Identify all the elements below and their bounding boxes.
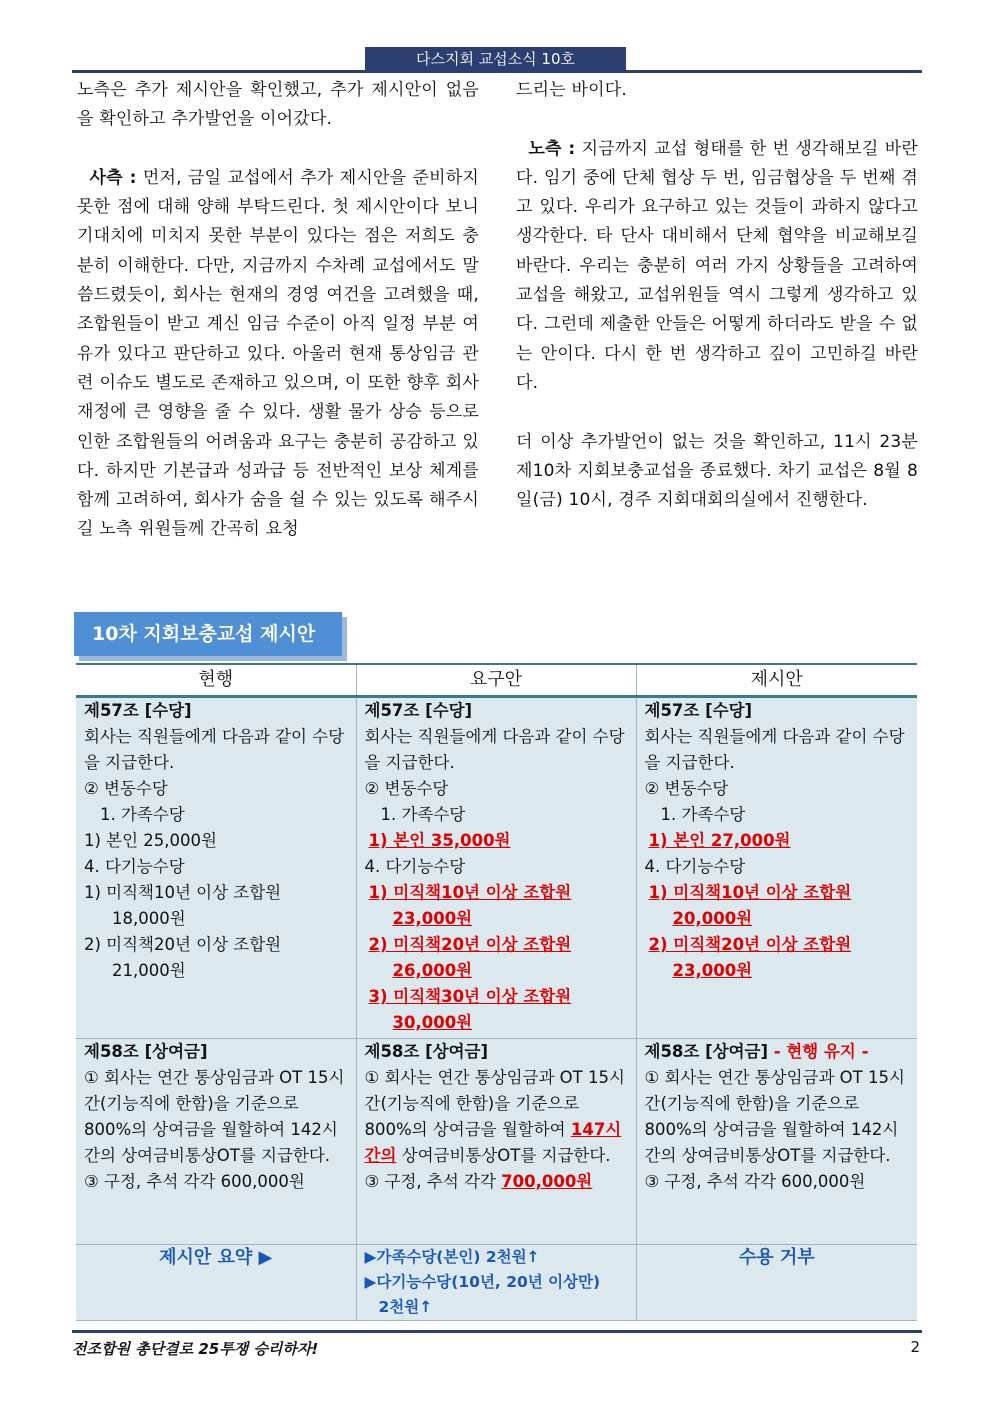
cell-text: ③ 구정, 추석 각각 600,000원 <box>644 1172 866 1191</box>
cell-line <box>365 1169 628 1195</box>
cell-text: 제58조 [상여금] <box>644 1042 768 1061</box>
cell-text: 20,000원 <box>672 909 753 928</box>
cell-text: 1) 본인 25,000원 <box>84 831 217 850</box>
cell-line <box>645 802 910 828</box>
cell-text: 18,000원 <box>112 909 186 928</box>
cell-text: 제57조 [수당] <box>644 701 753 720</box>
summary-label: 제시안 요약 ▶ <box>76 1245 356 1321</box>
header-offer: 제시안 <box>636 664 917 697</box>
paragraph <box>516 135 918 399</box>
cell-text: 3) 미직책30년 이상 조합원 <box>368 987 572 1006</box>
cell-text: 회사는 직원들에게 다음과 같이 수당을 지급한다. <box>84 727 345 772</box>
header-current: 현행 <box>76 664 356 697</box>
cell-line <box>645 1039 910 1065</box>
cell-current-allowance <box>76 697 356 1039</box>
cell-text: 제58조 [상여금] <box>84 1042 208 1061</box>
footer-divider <box>72 1330 922 1333</box>
table-row-summary <box>76 1245 917 1321</box>
cell-text: ① 회사는 연간 통상임금과 OT 15시간(기능직에 한함)을 기준으로 800%의 상여금을 월할하여 <box>364 1068 625 1139</box>
cell-line <box>365 776 628 802</box>
cell-text: 2) 미직책20년 이상 조합원 <box>648 935 852 954</box>
cell-text: 147시간의 <box>364 1120 622 1165</box>
cell-text: 1) 미직책10년 이상 조합원 <box>648 883 852 902</box>
table-row-bonus <box>76 1039 917 1245</box>
cell-line <box>84 932 348 958</box>
paragraph-text: 더 이상 추가발언이 없는 것을 확인하고, 11시 23분 제10차 지회보충교섭을 종료했다. 차기 교섭은 8월 8일(금) 10시, 경주 지회대회의실에서 진행한다. <box>516 431 918 511</box>
cell-line <box>84 880 348 906</box>
cell-text: 회사는 직원들에게 다음과 같이 수당을 지급한다. <box>364 727 625 772</box>
cell-line <box>365 932 628 958</box>
cell-text: ③ 구정, 추석 각각 600,000원 <box>84 1172 305 1191</box>
cell-line <box>365 958 628 984</box>
cell-text: 1. 가족수당 <box>660 805 746 824</box>
header-demand: 요구안 <box>356 664 636 697</box>
cell-text: ① 회사는 연간 통상임금과 OT 15시간(기능직에 한함)을 기준으로 800%의 상여금을 월할하여 142시간의 상여금비통상OT를 지급한다. <box>84 1068 345 1165</box>
cell-text: 26,000원 <box>392 961 473 980</box>
cell-text: 1) 미직책10년 이상 조합원 <box>84 883 282 902</box>
summary-item: ▶가족수당(본인) 2천원↑ <box>364 1248 540 1266</box>
cell-text: 23,000원 <box>392 909 473 928</box>
cell-text: 1. 가족수당 <box>380 805 466 824</box>
paragraph-text: 노측은 추가 제시안을 확인했고, 추가 제시안이 없음을 확인하고 추가발언을 이어갔다. <box>77 80 479 130</box>
table-header-row <box>76 664 917 697</box>
cell-line <box>645 880 910 906</box>
cell-text: 23,000원 <box>672 961 753 980</box>
cell-line <box>365 1065 628 1169</box>
cell-text: 제57조 [수당] <box>364 701 473 720</box>
cell-line <box>84 1169 348 1195</box>
cell-line <box>645 1169 910 1195</box>
cell-text: 21,000원 <box>112 961 186 980</box>
page-number: 2 <box>910 1338 920 1356</box>
cell-text: ② 변동수당 <box>644 779 729 798</box>
paragraph <box>77 164 479 545</box>
cell-text: 4. 다기능수당 <box>644 857 746 876</box>
cell-text: ① 회사는 연간 통상임금과 OT 15시간(기능직에 한함)을 기준으로 800%의 상여금을 월할하여 142시간의 상여금비통상OT를 지급한다. <box>644 1068 905 1165</box>
cell-line <box>645 698 910 724</box>
cell-text: 상여금비통상OT를 지급한다. <box>396 1146 611 1165</box>
cell-current-bonus <box>76 1039 356 1245</box>
proposal-table <box>76 663 917 1321</box>
paragraph-text: 먼저, 금일 교섭에서 추가 제시안을 준비하지 못한 점에 대해 양해 부탁드린다. 첫 제시안이다 보니 기대치에 미치지 못한 부분이 있다는 점은 저희도 충분히 이해한다. 다만, 지금까지 수차례 교섭에서도 말씀드렸듯이, 회사는 현재의 경영 여건을 고려했을 때, 조합원들이 받고 계신 임금 수준이 아직 일정 부분 여유가 있다고 판단하고 있다. 아울러 현재 통상임금 관련 이슈도 별도로 존재하고 있으며, 이 또한 향후 회사 재정에 큰 영향을 줄 수 있다. 생활 물가 상승 등으로 인한 조합원들의 어려움과 요구는 충분히 공감하고 있다. 하지만 기본급과 성과급 등 전반적인 보상 체계를 함께 고려하여, 회사가 숨을 쉴 수 있는 있도록 해주시길 노측 위원들께 간곡히 요청 <box>77 167 479 540</box>
paragraph <box>516 428 918 516</box>
cell-offer-bonus <box>636 1039 917 1245</box>
cell-text: ③ 구정, 추석 각각 <box>364 1172 502 1191</box>
cell-text: 회사는 직원들에게 다음과 같이 수당을 지급한다. <box>644 727 905 772</box>
cell-line <box>645 828 910 854</box>
cell-line <box>84 802 348 828</box>
cell-line <box>84 958 348 984</box>
cell-text: 1) 미직책10년 이상 조합원 <box>368 883 572 902</box>
cell-text: 1) 본인 35,000원 <box>368 831 511 850</box>
paragraph-gap <box>77 135 479 164</box>
cell-line <box>84 1065 348 1169</box>
cell-line <box>84 776 348 802</box>
cell-line <box>365 984 628 1010</box>
cell-line <box>645 932 910 958</box>
cell-offer-allowance <box>636 697 917 1039</box>
paragraph-gap <box>516 398 918 427</box>
cell-text: 2) 미직책20년 이상 조합원 <box>368 935 572 954</box>
paragraph-text: 드리는 바이다. <box>516 80 627 100</box>
cell-text: 4. 다기능수당 <box>84 857 185 876</box>
paragraph-text: 지금까지 교섭 형태를 한 번 생각해보길 바란다. 임기 중에 단체 협상 두 번, 임금협상을 두 번째 겪고 있다. 우리가 요구하고 있는 것들이 과하지 않다고 생각한다. 타 단사 대비해서 단체 협약을 비교해보길 바란다. 우리는 충분히 여러 가지 상황들을 고려하여 교섭을 해왔고, 교섭위원들 역시 그렇게 생각하고 있다. 그런데 제출한 안들은 어떻게 하더라도 받을 수 없는 안이다. 다시 한 번 생각하고 깊이 고민하길 바란다. <box>516 138 918 393</box>
footer-slogan: 전조합원 총단결로 25투쟁 승리하자! <box>72 1340 319 1358</box>
cell-demand-allowance <box>356 697 636 1039</box>
summary-item: ▶다기능수당(10년, 20년 이상만) <box>364 1273 601 1291</box>
cell-line <box>365 906 628 932</box>
cell-line <box>365 1010 628 1036</box>
cell-line <box>365 698 628 724</box>
paragraph <box>77 76 479 135</box>
cell-line <box>84 906 348 932</box>
cell-text: 4. 다기능수당 <box>364 857 466 876</box>
cell-text: - 현행 유지 - <box>767 1042 869 1061</box>
paragraph-gap <box>516 105 918 134</box>
cell-text: ② 변동수당 <box>84 779 168 798</box>
cell-line <box>84 698 348 724</box>
cell-line <box>645 776 910 802</box>
header-divider <box>72 70 922 73</box>
cell-line <box>365 828 628 854</box>
cell-line <box>365 854 628 880</box>
cell-text: 1. 가족수당 <box>100 805 185 824</box>
right-text-column <box>516 76 918 515</box>
section-title: 10차 지회보충교섭 제시안 <box>74 612 342 656</box>
cell-line <box>645 854 910 880</box>
cell-line <box>84 828 348 854</box>
cell-line <box>645 724 910 776</box>
cell-demand-bonus <box>356 1039 636 1245</box>
table-row-allowance <box>76 697 917 1039</box>
cell-text: 2) 미직책20년 이상 조합원 <box>84 935 282 954</box>
left-text-column <box>77 76 479 545</box>
cell-line <box>365 802 628 828</box>
summary-result: 수용 거부 <box>636 1245 917 1321</box>
cell-text: ② 변동수당 <box>364 779 449 798</box>
cell-text: 제57조 [수당] <box>84 701 192 720</box>
speaker-label: 사측 : <box>89 167 137 188</box>
cell-line <box>365 880 628 906</box>
cell-line <box>84 724 348 776</box>
cell-line <box>84 1039 348 1065</box>
cell-text: 1) 본인 27,000원 <box>648 831 791 850</box>
cell-line <box>84 854 348 880</box>
cell-line <box>365 1039 628 1065</box>
cell-line <box>645 906 910 932</box>
summary-item: 2천원↑ <box>378 1298 433 1316</box>
speaker-label: 노측 : <box>528 138 576 159</box>
cell-line <box>645 958 910 984</box>
cell-line <box>645 1065 910 1169</box>
cell-text: 제58조 [상여금] <box>364 1042 488 1061</box>
cell-text: 700,000원 <box>501 1172 593 1191</box>
paragraph <box>516 76 918 105</box>
cell-text: 30,000원 <box>392 1013 473 1032</box>
cell-line <box>365 724 628 776</box>
newsletter-title: 다스지회 교섭소식 10호 <box>365 47 626 71</box>
summary-items <box>356 1245 636 1321</box>
